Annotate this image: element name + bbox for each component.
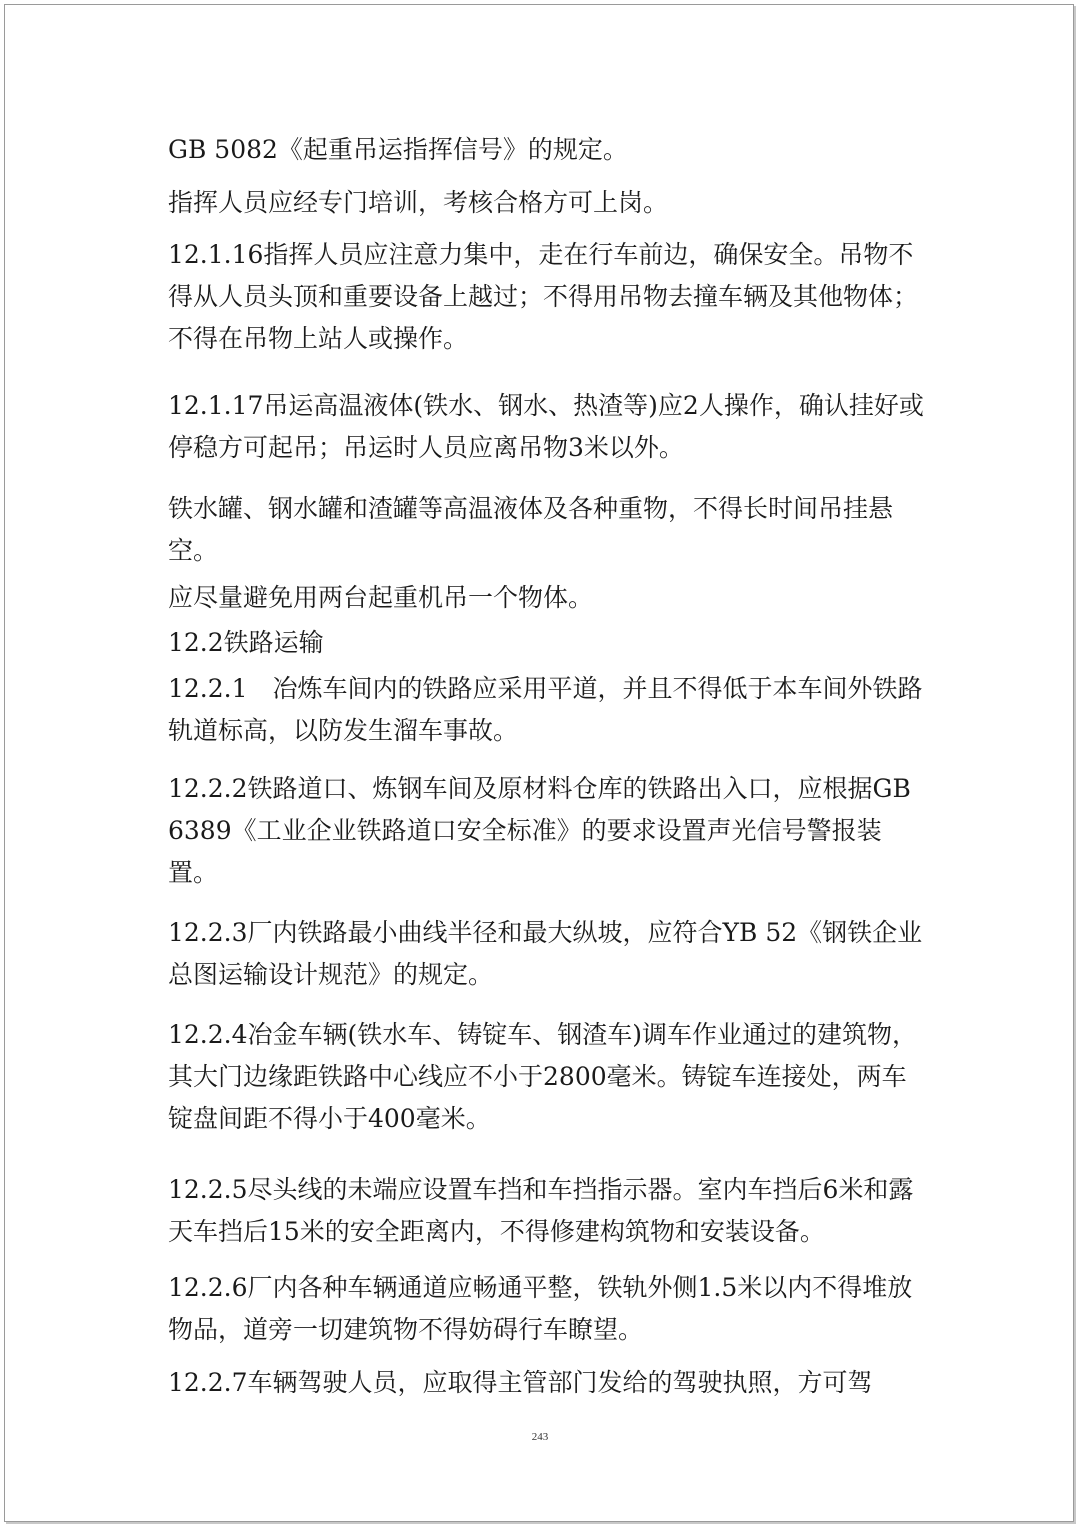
page-number: 243 [531,1431,549,1443]
paragraph-12-2-1: 12.2.1 冶炼车间内的铁路应采用平道，并且不得低于本车间外铁路轨道标高，以防发生溜车事故。 [168,674,923,745]
document-page [4,4,1074,1522]
paragraph-ladle-suspension: 铁水罐、钢水罐和渣罐等高温液体及各种重物，不得长时间吊挂悬空。 [168,494,894,565]
section-heading-12-2: 12.2铁路运输 [168,628,324,657]
paragraph-12-2-4: 12.2.4冶金车辆(铁水车、铸锭车、钢渣车)调车作业通过的建筑物，其大门边缘距铁路中心线应不小于2800毫米。铸锭车连接处，两车锭盘间距不得小于400毫米。 [168,1020,918,1133]
paragraph-12-2-6: 12.2.6厂内各种车辆通道应畅通平整，铁轨外侧1.5米以内不得堆放物品，道旁一切建筑物不得妨碍行车瞭望。 [168,1273,913,1344]
paragraph-commander-training: 指挥人员应经专门培训，考核合格方可上岗。 [168,188,669,217]
paragraph-two-cranes: 应尽量避免用两台起重机吊一个物体。 [168,583,594,612]
paragraph-12-1-17: 12.1.17吊运高温液体(铁水、钢水、热渣等)应2人操作，确认挂好或停稳方可起吊；吊运时人员应离吊物3米以外。 [168,391,924,462]
paragraph-12-2-7: 12.2.7车辆驾驶人员，应取得主管部门发给的驾驶执照，方可驾 [168,1368,873,1397]
paragraph-12-2-2: 12.2.2铁路道口、炼钢车间及原材料仓库的铁路出入口，应根据GB 6389《工业企业铁路道口安全标准》的要求设置声光信号警报装置。 [168,774,919,887]
paragraph-12-2-3: 12.2.3厂内铁路最小曲线半径和最大纵坡，应符合YB 52《钢铁企业总图运输设计规范》的规定。 [168,918,923,989]
paragraph-12-2-5: 12.2.5尽头线的未端应设置车挡和车挡指示器。室内车挡后6米和露天车挡后15米的安全距离内，不得修建构筑物和安装设备。 [168,1175,914,1246]
paragraph-12-1-16: 12.1.16指挥人员应注意力集中，走在行车前边，确保安全。吊物不得从人员头顶和重要设备上越过；不得用吊物去撞车辆及其他物体；不得在吊物上站人或操作。 [168,240,919,353]
page-body [168,129,928,1404]
paragraph-gb5082: GB 5082《起重吊运指挥信号》的规定。 [168,135,628,164]
